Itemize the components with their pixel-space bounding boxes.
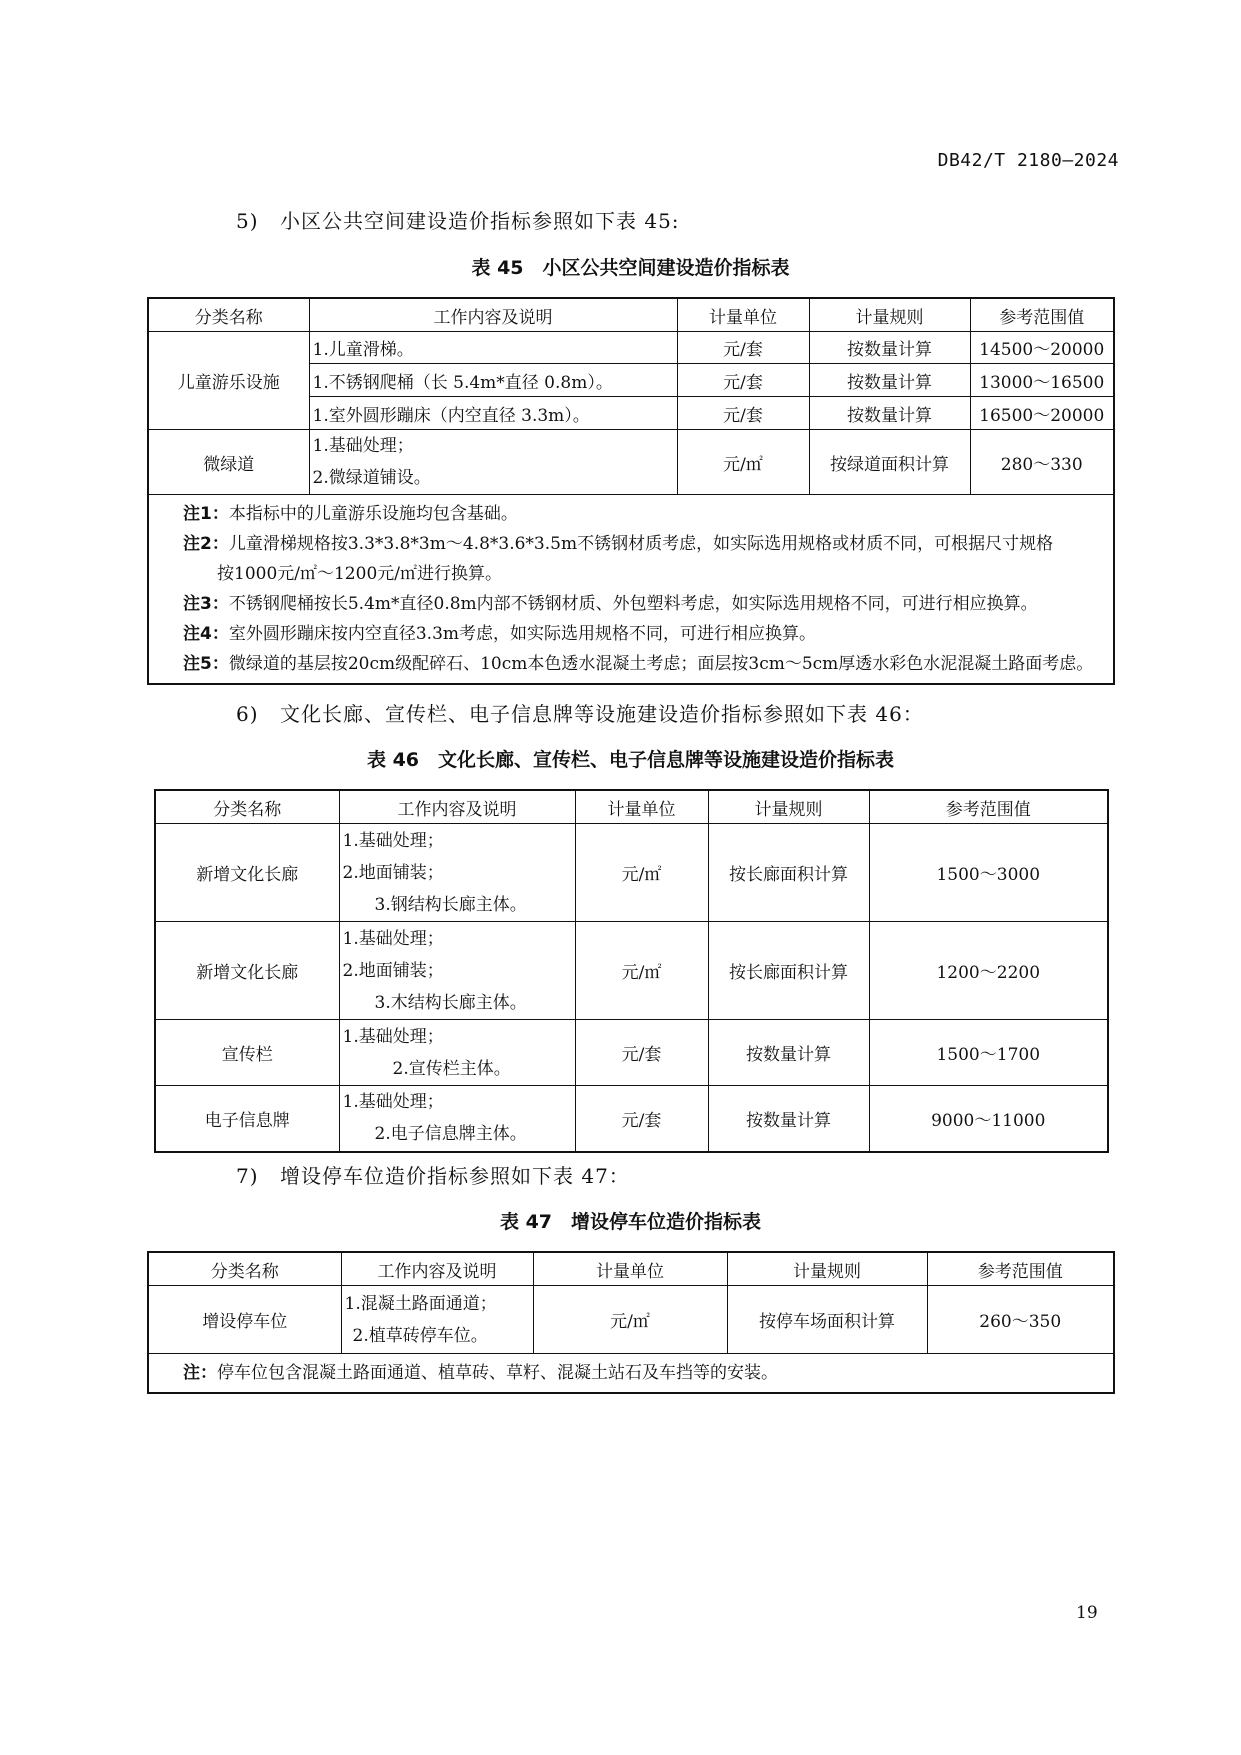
note-3	[183, 589, 1113, 619]
category-cell: 增设停车位	[148, 1286, 341, 1354]
description-cell: 1.不锈钢爬桶（长 5.4m*直径 0.8m）。	[309, 364, 677, 397]
section-5-text: 小区公共空间建设造价指标参照如下表 45:	[280, 209, 680, 233]
unit-cell: 元/㎡	[575, 922, 708, 1020]
range-cell: 1500～3000	[869, 824, 1108, 922]
description-line: 2.电子信息牌主体。	[374, 1124, 527, 1145]
description-line: 1.基础处理；	[312, 436, 414, 456]
table-46-header-cell: 工作内容及说明	[339, 790, 575, 824]
category-cell: 微绿道	[148, 430, 309, 495]
description-line: 3.木结构长廊主体。	[374, 992, 527, 1013]
rule-cell: 按数量计算	[809, 332, 970, 364]
note-label: 注2：	[183, 534, 229, 554]
range-cell: 280～330	[970, 430, 1114, 495]
table-45	[147, 297, 1115, 685]
note-1	[183, 499, 1113, 529]
note-label: 注：	[183, 1363, 217, 1383]
notes-row	[148, 495, 1114, 685]
table-row	[155, 824, 1108, 922]
section-7-text: 增设停车位造价指标参照如下表 47：	[280, 1164, 630, 1188]
note-text: 微绿道的基层按20cm级配碎石、10cm本色透水混凝土考虑；面层按3cm～5cm厚透水彩色水泥混凝土路面考虑。	[228, 654, 1094, 674]
note-2-continuation: 按1000元/㎡～1200元/㎡进行换算。	[217, 564, 502, 584]
description-line: 1.基础处理；	[342, 928, 444, 949]
table-45-header-cell: 分类名称	[148, 298, 309, 332]
description-line: 3.钢结构长廊主体。	[374, 894, 527, 915]
unit-cell: 元/套	[677, 397, 809, 430]
unit-cell: 元/套	[575, 1020, 708, 1086]
description-line: 2.植草砖停车位。	[352, 1325, 488, 1346]
section-6-number: 6)	[236, 702, 259, 726]
notes-cell	[148, 1354, 1114, 1394]
range-cell: 16500～20000	[970, 397, 1114, 430]
range-cell: 1200～2200	[869, 922, 1108, 1020]
rule-cell: 按停车场面积计算	[727, 1286, 927, 1354]
table-47-header-cell: 参考范围值	[927, 1252, 1114, 1286]
rule-cell: 按长廊面积计算	[708, 922, 869, 1020]
range-cell: 9000～11000	[869, 1086, 1108, 1152]
section-7-intro	[236, 1160, 630, 1189]
table-47-header-cell: 工作内容及说明	[341, 1252, 533, 1286]
table-45-header	[148, 298, 1114, 332]
rule-cell: 按绿道面积计算	[809, 430, 970, 495]
description-cell: 1.室外圆形蹦床（内空直径 3.3m）。	[309, 397, 677, 430]
table-47-caption: 表 47 增设停车位造价指标表	[499, 1211, 762, 1233]
page-number: 19	[1076, 1603, 1098, 1623]
table-45-header-cell: 计量规则	[809, 298, 970, 332]
unit-cell: 元/套	[575, 1086, 708, 1152]
description-cell	[341, 1286, 533, 1354]
note-label: 注3：	[183, 594, 229, 614]
note-2	[183, 529, 1113, 559]
description-cell	[339, 1086, 575, 1152]
table-row	[148, 430, 1114, 495]
table-46	[154, 789, 1109, 1153]
description-line: 1.基础处理；	[342, 830, 444, 851]
note-5	[183, 649, 1113, 679]
table-45-header-cell: 计量单位	[677, 298, 809, 332]
table-46-header-cell: 计量单位	[575, 790, 708, 824]
notes-cell	[148, 495, 1114, 685]
table-45-header-cell: 参考范围值	[970, 298, 1114, 332]
table-47-header-cell: 计量规则	[727, 1252, 927, 1286]
section-5-number: 5)	[236, 209, 259, 233]
section-6-text: 文化长廊、宣传栏、电子信息牌等设施建设造价指标参照如下表 46：	[280, 702, 924, 726]
description-cell	[309, 430, 677, 495]
rule-cell: 按数量计算	[809, 397, 970, 430]
table-46-header-cell: 参考范围值	[869, 790, 1108, 824]
range-cell: 1500～1700	[869, 1020, 1108, 1086]
section-7-number: 7)	[236, 1164, 259, 1188]
table-45-header-cell: 工作内容及说明	[309, 298, 677, 332]
unit-cell: 元/㎡	[575, 824, 708, 922]
range-cell: 14500～20000	[970, 332, 1114, 364]
unit-cell: 元/套	[677, 364, 809, 397]
notes-row	[148, 1354, 1114, 1394]
description-cell	[339, 1020, 575, 1086]
category-cell: 新增文化长廊	[155, 824, 339, 922]
range-cell: 260～350	[927, 1286, 1114, 1354]
note-text: 停车位包含混凝土路面通道、植草砖、草籽、混凝土站石及车挡等的安装。	[217, 1363, 778, 1383]
category-cell: 宣传栏	[155, 1020, 339, 1086]
table-47-header-cell: 计量单位	[533, 1252, 727, 1286]
rule-cell: 按数量计算	[809, 364, 970, 397]
note-label: 注1：	[183, 504, 229, 524]
range-cell: 13000～16500	[970, 364, 1114, 397]
note-label: 注5：	[183, 654, 229, 674]
table-row	[148, 332, 1114, 364]
table-47-header-cell: 分类名称	[148, 1252, 341, 1286]
section-6-intro	[236, 698, 924, 727]
table-47	[147, 1251, 1115, 1394]
table-46-header	[155, 790, 1108, 824]
note-text: 本指标中的儿童游乐设施均包含基础。	[228, 504, 518, 524]
note-text: 儿童滑梯规格按3.3*3.8*3m～4.8*3.6*3.5m不锈钢材质考虑，如实际选用规格或材质不同，可根据尺寸规格	[228, 534, 1054, 554]
description-line: 2.宣传栏主体。	[392, 1058, 511, 1079]
description-line: 1.混凝土路面通道；	[344, 1293, 497, 1314]
table-row	[155, 922, 1108, 1020]
description-line: 2.地面铺装；	[342, 862, 444, 883]
note-text: 室外圆形蹦床按内空直径3.3m考虑，如实际选用规格不同，可进行相应换算。	[228, 624, 816, 644]
category-cell: 新增文化长廊	[155, 922, 339, 1020]
description-line: 1.基础处理；	[342, 1026, 444, 1047]
table-47-header	[148, 1252, 1114, 1286]
table-46-header-cell: 计量规则	[708, 790, 869, 824]
table-46-header-cell: 分类名称	[155, 790, 339, 824]
description-line: 1.基础处理；	[342, 1092, 444, 1113]
table-row	[155, 1086, 1108, 1152]
rule-cell: 按长廊面积计算	[708, 824, 869, 922]
description-line: 2.地面铺装；	[342, 960, 444, 981]
unit-cell: 元/㎡	[533, 1286, 727, 1354]
description-line: 2.微绿道铺设。	[312, 468, 431, 488]
description-cell	[339, 824, 575, 922]
table-46-caption: 表 46 文化长廊、宣传栏、电子信息牌等设施建设造价指标表	[366, 749, 895, 771]
category-cell: 电子信息牌	[155, 1086, 339, 1152]
rule-cell: 按数量计算	[708, 1086, 869, 1152]
unit-cell: 元/㎡	[677, 430, 809, 495]
table-row	[155, 1020, 1108, 1086]
description-cell	[339, 922, 575, 1020]
section-5-intro	[236, 205, 680, 234]
note-text: 不锈钢爬桶按长5.4m*直径0.8m内部不锈钢材质、外包塑料考虑，如实际选用规格不同，可进行相应换算。	[228, 594, 1038, 614]
document-code: DB42/T 2180—2024	[937, 150, 1119, 171]
category-cell: 儿童游乐设施	[148, 332, 309, 430]
note-4	[183, 619, 1113, 649]
table-45-caption: 表 45 小区公共空间建设造价指标表	[471, 257, 790, 279]
note-label: 注4：	[183, 624, 229, 644]
table-row	[148, 1286, 1114, 1354]
unit-cell: 元/套	[677, 332, 809, 364]
note	[183, 1358, 1113, 1388]
description-cell: 1.儿童滑梯。	[309, 332, 677, 364]
rule-cell: 按数量计算	[708, 1020, 869, 1086]
